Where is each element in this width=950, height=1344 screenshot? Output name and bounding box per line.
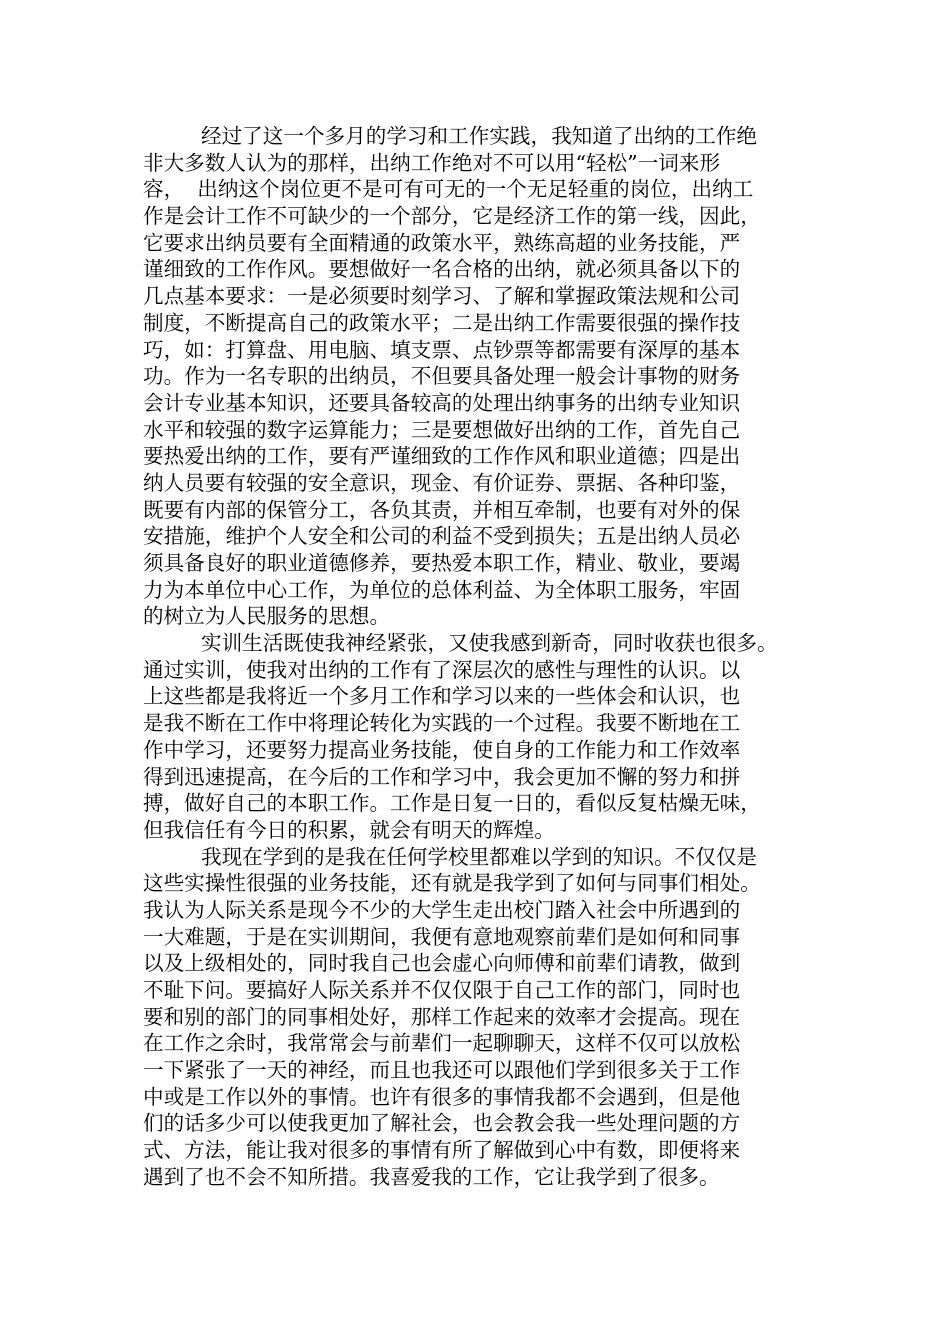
text-line: 一大难题，于是在实训期间，我便有意地观察前辈们是如何和同事 <box>143 924 741 949</box>
body-text <box>143 123 833 1191</box>
text-line: 搏，做好自己的本职工作。工作是日复一日的，看似反复枯燥无味， <box>143 791 761 816</box>
text-line: 是我不断在工作中将理论转化为实践的一个过程。我要不断地在工 <box>143 711 741 736</box>
text-line: 纳人员要有较强的安全意识，现金、有价证券、票据、各种印鉴， <box>143 470 741 495</box>
text-line: 力为本单位中心工作，为单位的总体利益、为全体职工服务，牢固 <box>143 577 741 602</box>
text-line: 上这些都是我将近一个多月工作和学习以来的一些体会和认识，也 <box>143 684 741 709</box>
text-line: 既要有内部的保管分工，各负其责，并相互牵制，也要有对外的保 <box>143 497 741 522</box>
text-line: 这些实操性很强的业务技能，还有就是我学到了如何与同事们相处。 <box>143 871 761 896</box>
text-line: 但我信任有今日的积累，就会有明天的辉煌。 <box>143 817 555 842</box>
text-line: 会计专业基本知识，还要具备较高的处理出纳事务的出纳专业知识 <box>143 390 741 415</box>
text-line: 实训生活既使我神经紧张，又使我感到新奇，同时收获也很多。 <box>201 631 778 656</box>
text-line: 不耻下问。要搞好人际关系并不仅仅限于自己工作的部门，同时也 <box>143 978 741 1002</box>
text-line: 我认为人际关系是现今不少的大学生走出校门踏入社会中所遇到的 <box>143 897 741 922</box>
text-line: 作是会计工作不可缺少的一个部分，它是经济工作的第一线，因此， <box>143 204 761 229</box>
text-line: 遇到了也不会不知所措。我喜爱我的工作，它让我学到了很多。 <box>143 1164 720 1189</box>
text-line: 非大多数人认为的那样，出纳工作绝对不可以用“轻松”一词来形 <box>143 150 721 175</box>
text-line: 功。作为一名专职的出纳员，不但要具备处理一般会计事物的财务 <box>143 364 741 389</box>
paragraph-1 <box>143 123 833 630</box>
text-line: 的树立为人民服务的思想。 <box>143 604 391 629</box>
text-line: 得到迅速提高，在今后的工作和学习中，我会更加不懈的努力和拼 <box>143 764 741 789</box>
text-line: 们的话多少可以使我更加了解社会，也会教会我一些处理问题的方 <box>143 1111 741 1136</box>
text-line: 容， 出纳这个岗位更不是可有可无的一个无足轻重的岗位，出纳工 <box>143 177 754 202</box>
text-line: 要和别的部门的同事相处好，那样工作起来的效率才会提高。现在 <box>143 1004 741 1029</box>
text-line: 制度，不断提高自己的政策水平；二是出纳工作需要很强的操作技 <box>143 310 741 335</box>
text-line: 谨细致的工作作风。要想做好一名合格的出纳，就必须具备以下的 <box>143 257 741 282</box>
text-line: 式、方法，能让我对很多的事情有所了解做到心中有数，即便将来 <box>143 1138 741 1163</box>
text-line: 作中学习，还要努力提高业务技能，使自身的工作能力和工作效率 <box>143 737 741 762</box>
text-line: 在工作之余时，我常常会与前辈们一起聊聊天，这样不仅可以放松 <box>143 1031 741 1056</box>
text-line: 一下紧张了一天的神经，而且也我还可以跟他们学到很多关于工作 <box>143 1058 741 1083</box>
text-line: 通过实训，使我对出纳的工作有了深层次的感性与理性的认识。以 <box>143 657 741 682</box>
text-line: 水平和较强的数字运算能力；三是要想做好出纳的工作，首先自己 <box>143 417 741 442</box>
text-line: 中或是工作以外的事情。也许有很多的事情我都不会遇到，但是他 <box>143 1084 741 1109</box>
text-line: 经过了这一个多月的学习和工作实践，我知道了出纳的工作绝 <box>201 124 758 148</box>
text-line: 巧，如：打算盘、用电脑、填支票、点钞票等都需要有深厚的基本 <box>143 337 741 362</box>
text-line: 它要求出纳员要有全面精通的政策水平，熟练高超的业务技能，严 <box>143 230 741 255</box>
text-line: 以及上级相处的，同时我自己也会虚心向师傅和前辈们请教，做到 <box>143 951 741 976</box>
text-line: 我现在学到的是我在任何学校里都难以学到的知识。不仅仅是 <box>201 844 758 869</box>
paragraph-2 <box>143 630 833 844</box>
paragraph-3 <box>143 844 833 1191</box>
text-line: 几点基本要求：一是必须要时刻学习、了解和掌握政策法规和公司 <box>143 284 741 309</box>
text-line: 须具备良好的职业道德修养，要热爱本职工作，精业、敬业，要竭 <box>143 551 741 575</box>
text-line: 安措施，维护个人安全和公司的利益不受到损失；五是出纳人员必 <box>143 524 741 549</box>
text-line: 要热爱出纳的工作，要有严谨细致的工作作风和职业道德；四是出 <box>143 444 741 469</box>
